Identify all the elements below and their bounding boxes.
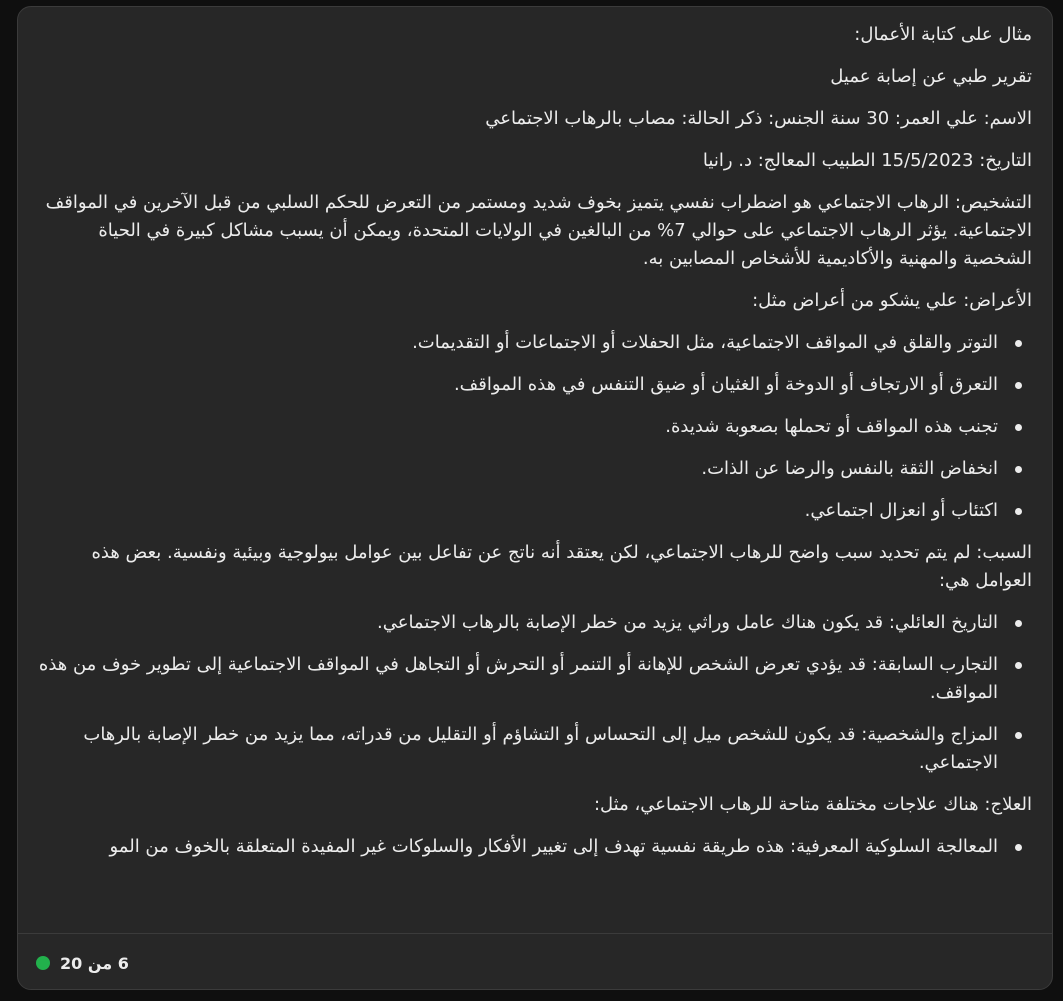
- status-dot-icon: [36, 956, 50, 970]
- list-item: تجنب هذه المواقف أو تحملها بصعوبة شديدة.: [38, 413, 998, 441]
- diagnosis-paragraph: التشخيص: الرهاب الاجتماعي هو اضطراب نفسي يتميز بخوف شديد ومستمر من التعرض للحكم السلبي من قبل الآخرين في المواقف الاجتماعية. يؤثر الرهاب الاجتماعي على حوالي 7% من البالغين في الولايات المتحدة، ويمكن أن يسبب مشاكل كبيرة في الحياة الشخصية والمهنية والأكاديمية للأشخاص المصابين به.: [45, 192, 1032, 269]
- list-item: التجارب السابقة: قد يؤدي تعرض الشخص للإهانة أو التنمر أو التحرش أو التجاهل في المواقف الاجتماعية إلى تطوير خوف من هذه المواقف.: [38, 651, 998, 707]
- list-item: اكتئاب أو انعزال اجتماعي.: [38, 497, 998, 525]
- cause-intro: السبب: لم يتم تحديد سبب واضح للرهاب الاجتماعي، لكن يعتقد أنه ناتج عن تفاعل بين عوامل بيولوجية وبيئية ونفسية. بعض هذه العوامل هي:: [91, 542, 1032, 591]
- symptoms-list: [38, 329, 1032, 525]
- list-item: انخفاض الثقة بالنفس والرضا عن الذات.: [38, 455, 998, 483]
- list-item: المعالجة السلوكية المعرفية: هذه طريقة نفسية تهدف إلى تغيير الأفكار والسلوكات غير المفيدة المتعلقة بالخوف من المو: [38, 833, 998, 861]
- patient-info: الاسم: علي العمر: 30 سنة الجنس: ذكر الحالة: مصاب بالرهاب الاجتماعي: [485, 108, 1032, 129]
- example-title: مثال على كتابة الأعمال:: [854, 24, 1032, 45]
- date-doctor-line: التاريخ: 15/5/2023 الطبيب المعالج: د. رانيا: [702, 150, 1032, 171]
- symptoms-intro: الأعراض: علي يشكو من أعراض مثل:: [752, 290, 1032, 311]
- response-card: [17, 6, 1053, 990]
- footer-bar: [36, 949, 129, 977]
- list-item: التاريخ العائلي: قد يكون هناك عامل وراثي يزيد من خطر الإصابة بالرهاب الاجتماعي.: [38, 609, 998, 637]
- list-item: المزاج والشخصية: قد يكون للشخص ميل إلى التحساس أو التشاؤم أو التقليل من قدراته، مما يزيد من خطر الإصابة بالرهاب الاجتماعي.: [38, 721, 998, 777]
- treatments-list: [38, 833, 1032, 861]
- list-item: التعرق أو الارتجاف أو الدوخة أو الغثيان أو ضيق التنفس في هذه المواقف.: [38, 371, 998, 399]
- report-title: تقرير طبي عن إصابة عميل: [830, 66, 1032, 87]
- treatment-intro: العلاج: هناك علاجات مختلفة متاحة للرهاب الاجتماعي، مثل:: [593, 794, 1032, 815]
- message-content: [38, 21, 1032, 917]
- message-counter: 6 من 20: [60, 953, 129, 973]
- causes-list: [38, 609, 1032, 777]
- list-item: التوتر والقلق في المواقف الاجتماعية، مثل الحفلات أو الاجتماعات أو التقديمات.: [38, 329, 998, 357]
- footer-divider: [18, 933, 1052, 934]
